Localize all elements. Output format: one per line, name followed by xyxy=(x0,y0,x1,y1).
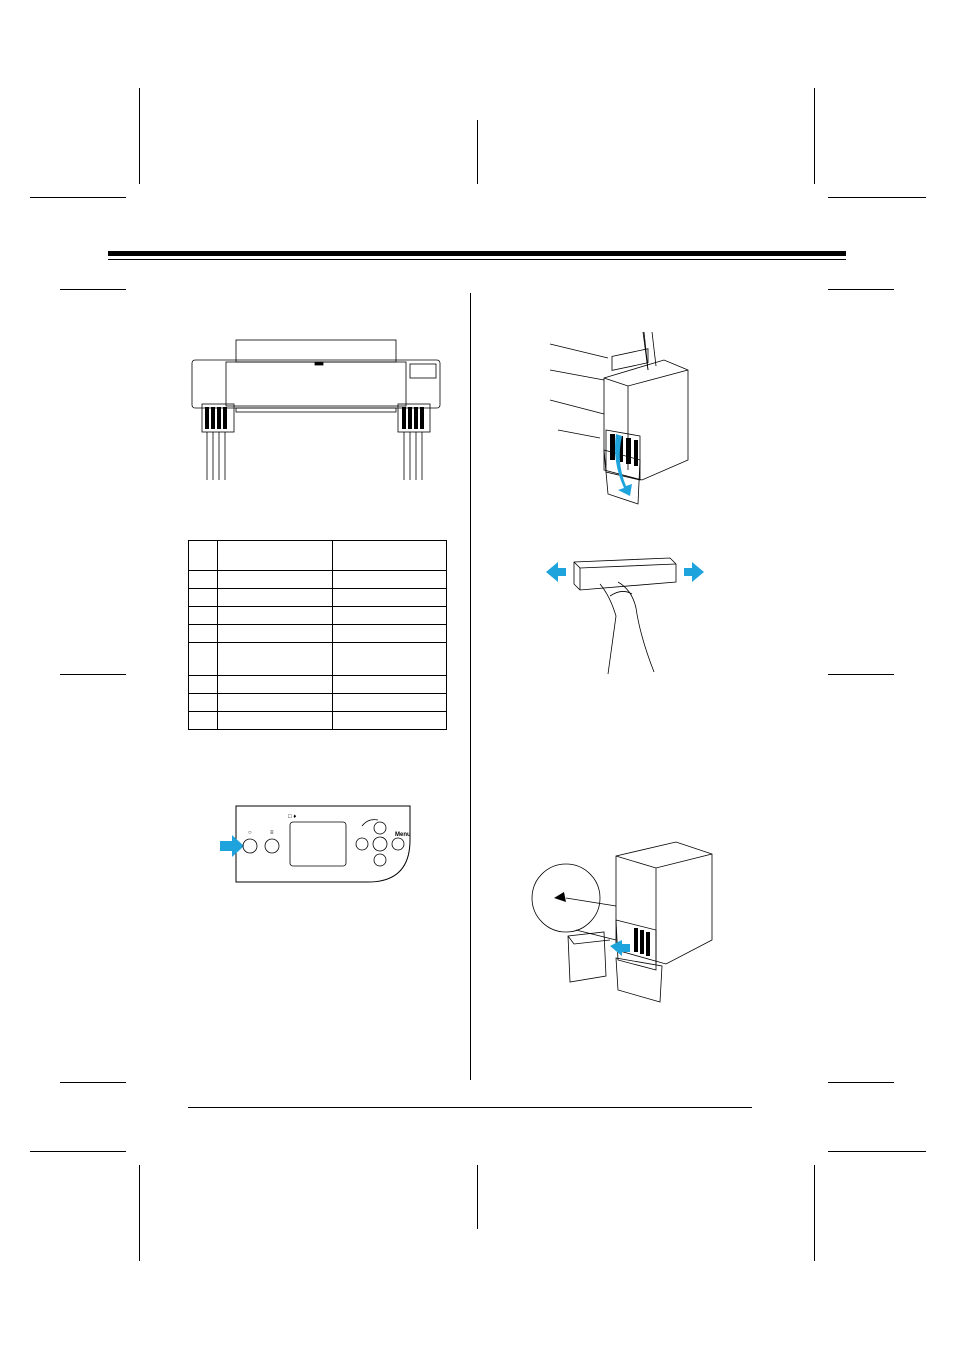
table-row xyxy=(189,676,447,694)
table-row xyxy=(189,625,447,643)
control-panel-illustration xyxy=(218,804,414,886)
footer-rule xyxy=(188,1107,752,1108)
svg-text:≡: ≡ xyxy=(270,830,274,836)
header-rule-thin xyxy=(108,259,846,260)
column-divider xyxy=(470,293,471,1080)
table-row xyxy=(189,712,447,730)
svg-text:□ ♦: □ ♦ xyxy=(288,814,297,820)
header-rule-thick xyxy=(108,251,846,256)
table-row xyxy=(189,607,447,625)
svg-text:○: ○ xyxy=(248,830,252,836)
table-row xyxy=(189,589,447,607)
table-row xyxy=(189,643,447,676)
table-row xyxy=(189,694,447,712)
insert-cartridge-illustration xyxy=(526,840,716,1006)
ink-compartment-open-illustration xyxy=(548,330,696,508)
table-row xyxy=(189,541,447,571)
ink-table xyxy=(188,540,447,730)
shake-cartridge-illustration xyxy=(544,556,706,676)
printer-front-illustration xyxy=(190,338,442,488)
table-row xyxy=(189,571,447,589)
svg-text:Menu: Menu xyxy=(395,832,411,838)
